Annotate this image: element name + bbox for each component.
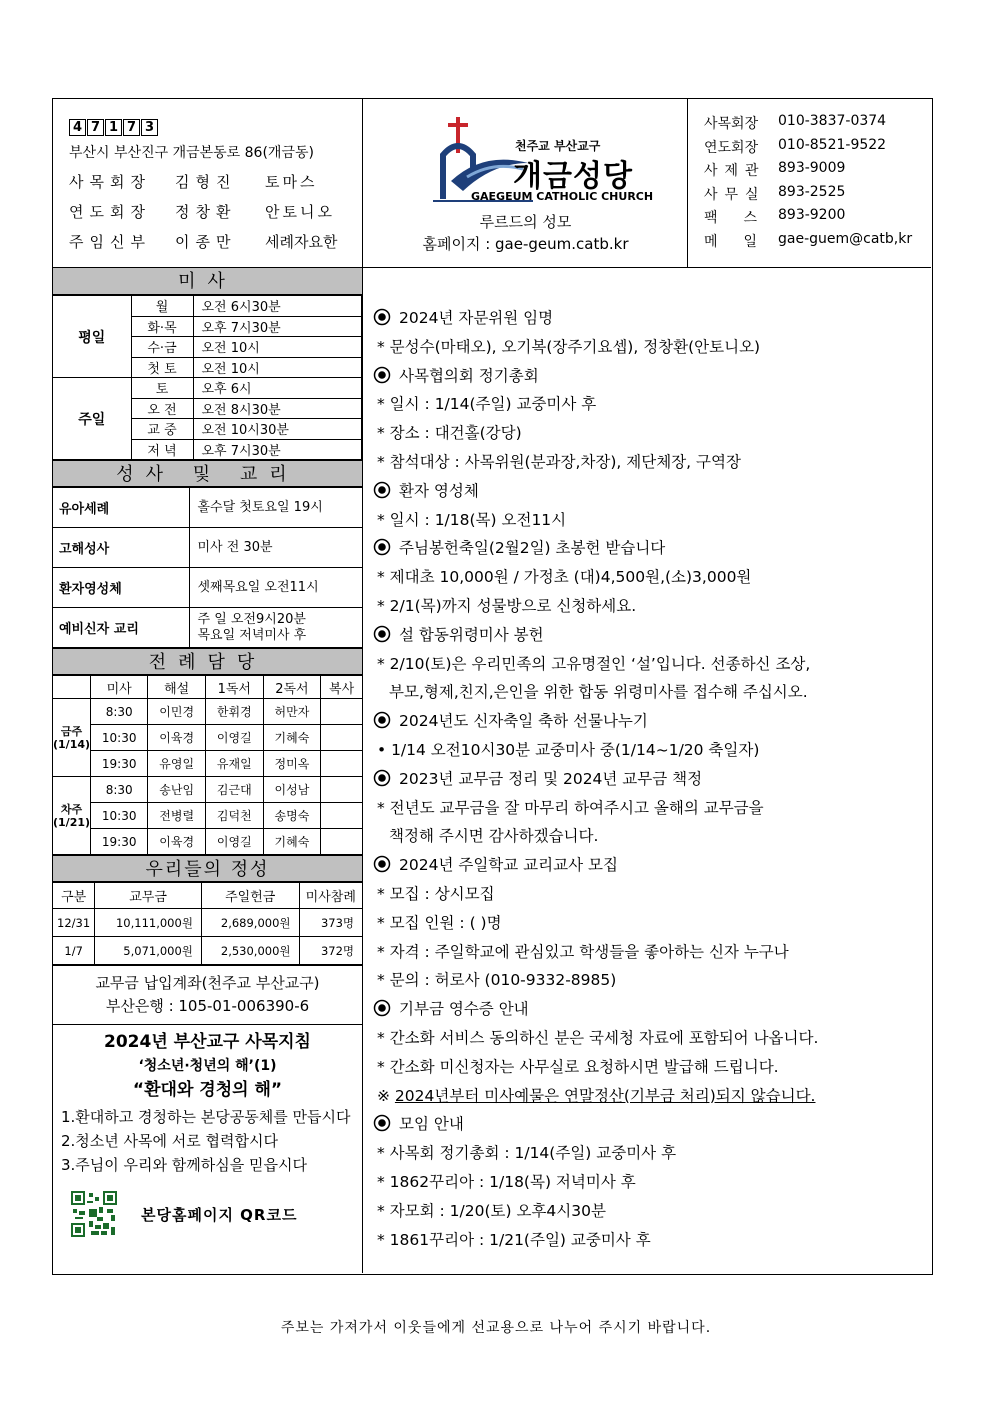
mass-day: 저 녁 xyxy=(131,439,193,460)
address: 부산시 부산진구 개금본동로 86(개금동) xyxy=(69,145,314,161)
announcement-line: * 일시 : 1/14(주일) 교중미사 후 xyxy=(377,395,597,414)
announcement-title xyxy=(373,851,931,880)
announcement-title-text: 사목협의회 정기총회 xyxy=(399,366,539,385)
target-bullet-icon xyxy=(373,769,391,787)
contact-row xyxy=(704,184,931,208)
contact-row xyxy=(704,160,931,184)
mass-cell: 19:30 xyxy=(91,751,148,777)
postal-digit: 7 xyxy=(123,119,140,136)
pastoral-title: 2024년 부산교구 사목지침 xyxy=(104,1032,311,1052)
logo-subtitle: 천주교 부산교구 xyxy=(515,139,601,153)
sacrament-key: 고해성사 xyxy=(53,528,189,568)
contact-key: 사제관 xyxy=(704,163,766,179)
mass-day: 수·금 xyxy=(131,337,193,358)
contact-value: 010-8521-9522 xyxy=(778,136,887,153)
announcement-line: * 장소 : 대건홀(강당) xyxy=(377,424,522,443)
table-row xyxy=(53,568,362,608)
mass-time: 오전 10시 xyxy=(193,357,361,378)
empty-cell xyxy=(361,357,362,378)
announcement-title xyxy=(373,621,931,650)
target-bullet-icon xyxy=(373,1114,391,1132)
pastoral-guidelines xyxy=(53,1025,362,1237)
commentator-cell: 전병렬 xyxy=(148,803,206,829)
announcement-line: 책정해 주시면 감사하겠습니다. xyxy=(389,827,599,846)
announcement-title-text: 2024년 자문위원 임명 xyxy=(399,309,554,327)
reader1-cell: 이영길 xyxy=(205,829,263,855)
announcement-line: * 참석대상 : 사목위원(분과장,차장), 제단체장, 구역장 xyxy=(377,452,741,471)
target-bullet-icon xyxy=(373,366,391,384)
announcement-title-text: 2024년 주일학교 교리교사 모집 xyxy=(399,856,618,875)
offering-date: 1/7 xyxy=(53,937,95,965)
header xyxy=(53,99,931,268)
bank-account xyxy=(53,965,362,1025)
contact-value: gae-guem@catb,kr xyxy=(778,230,913,247)
staff-row xyxy=(69,231,362,252)
announcement-title xyxy=(373,477,931,506)
church-logo-block xyxy=(363,99,688,268)
target-bullet-icon xyxy=(373,625,391,643)
announcement-title-text: 모임 안내 xyxy=(399,1115,464,1134)
mass-time: 오전 8시30분 xyxy=(193,398,361,419)
commentator-cell: 유영일 xyxy=(148,751,206,777)
mass-day: 화·목 xyxy=(131,316,193,337)
column-header: 복사 xyxy=(321,676,362,699)
empty-cell xyxy=(361,439,362,460)
staff-row xyxy=(69,201,362,222)
offering-attendance: 373명 xyxy=(299,909,362,937)
target-bullet-icon xyxy=(373,481,391,499)
table-row xyxy=(53,751,362,777)
staff-name: 정창환 xyxy=(175,203,237,221)
announcement-title-text: 기부금 영수증 안내 xyxy=(399,1000,529,1019)
staff-row xyxy=(69,171,362,192)
qr-label: 본당홈페이지 QR코드 xyxy=(141,1205,298,1224)
empty-cell xyxy=(53,676,91,699)
reader1-cell: 김덕천 xyxy=(205,803,263,829)
logo-english-name: GAEGEUM CATHOLIC CHURCH xyxy=(471,190,654,203)
contact-key: 연도회장 xyxy=(704,139,759,156)
offering-dues: 10,111,000원 xyxy=(95,909,202,937)
announcement-line: * 1861꾸리아 : 1/21(주일) 교중미사 후 xyxy=(377,1230,651,1249)
announcement-line: * 제대초 10,000원 / 가정초 (대)4,500원,(소)3,000원 xyxy=(377,568,752,587)
table-header-row xyxy=(53,676,362,699)
mass-day: 토 xyxy=(131,378,193,399)
mass-cell: 10:30 xyxy=(91,803,148,829)
commentator-cell: 이민경 xyxy=(148,699,206,725)
table-row xyxy=(53,378,362,399)
commentator-cell: 이육경 xyxy=(148,725,206,751)
server-cell xyxy=(321,751,362,777)
announcement-title-text: 설 합동위령미사 봉헌 xyxy=(399,625,544,644)
staff-baptism: 세례자요한 xyxy=(265,233,338,251)
empty-cell xyxy=(361,337,362,358)
logo-church-name: 개금성당 xyxy=(513,159,633,194)
mass-time: 오전 10시 xyxy=(193,337,361,358)
sacrament-value xyxy=(189,608,362,648)
sacrament-key: 예비신자 교리 xyxy=(53,608,189,648)
mass-schedule-table xyxy=(53,295,362,460)
announcement-line: • 1/14 오전10시30분 교중미사 중(1/14~1/20 축일자) xyxy=(377,740,760,759)
church-motto: 루르드의 성모 xyxy=(479,213,572,231)
announcement-title xyxy=(373,707,931,736)
reader2-cell: 이성남 xyxy=(263,777,321,803)
announcement-line: * 1862꾸리아 : 1/18(목) 저녁미사 후 xyxy=(377,1172,636,1191)
announcement-title xyxy=(373,304,931,333)
postal-digit: 3 xyxy=(141,119,158,136)
contact-value: 893-9009 xyxy=(778,160,846,176)
account-title: 교무금 납입계좌(천주교 부산교구) xyxy=(95,974,320,992)
server-cell xyxy=(321,829,362,855)
note-mark: ※ xyxy=(377,1086,395,1105)
contact-row xyxy=(704,207,931,231)
week-label: 차주(1/21) xyxy=(53,777,91,855)
contact-list xyxy=(688,99,931,268)
homepage-link[interactable]: 홈페이지 : gae-geum.catb.kr xyxy=(422,235,629,253)
reader1-cell: 유재일 xyxy=(205,751,263,777)
column-header: 구분 xyxy=(53,883,95,909)
announcement-title-text: 2023년 교무금 정리 및 2024년 교무금 책정 xyxy=(399,769,703,788)
left-column xyxy=(53,268,363,1273)
postal-digit: 7 xyxy=(87,119,104,136)
contact-value: 010-3837-0374 xyxy=(778,113,887,129)
announcement-line: * 모집 인원 : ( )명 xyxy=(377,913,502,932)
server-cell xyxy=(321,725,362,751)
contact-key: 팩스 xyxy=(704,210,784,226)
announcements xyxy=(363,268,931,1273)
table-header-row xyxy=(53,883,362,909)
target-bullet-icon xyxy=(373,999,391,1017)
sunday-label: 주일 xyxy=(53,378,131,460)
staff-role: 주임신부 xyxy=(69,233,151,251)
column-header: 1독서 xyxy=(205,676,263,699)
target-bullet-icon xyxy=(373,855,391,873)
reader2-cell: 기혜숙 xyxy=(263,725,321,751)
pastoral-list xyxy=(53,1105,362,1177)
qr-row xyxy=(53,1177,362,1237)
staff-baptism: 토마스 xyxy=(265,173,318,191)
table-row xyxy=(53,803,362,829)
mass-day: 첫 토 xyxy=(131,357,193,378)
postal-digit: 4 xyxy=(69,119,86,136)
announcement-title xyxy=(373,995,931,1024)
server-cell xyxy=(321,777,362,803)
mass-time: 오후 6시 xyxy=(193,378,361,399)
list-item: 2.청소년 사목에 서로 협력합시다 xyxy=(61,1132,278,1150)
announcement-note xyxy=(373,1082,931,1111)
footer-note: 주보는 가져가서 이웃들에게 선교용으로 나누어 주시기 바랍니다. xyxy=(280,1320,712,1336)
table-row xyxy=(53,528,362,568)
sacrament-key: 환자영성체 xyxy=(53,568,189,608)
mass-time: 오후 7시30분 xyxy=(193,439,361,460)
announcement-title xyxy=(373,534,931,563)
postal-digit: 1 xyxy=(105,119,122,136)
announcement-line: * 자모회 : 1/20(토) 오후4시30분 xyxy=(377,1201,606,1220)
liturgy-title: 전례담당 xyxy=(53,648,362,675)
note-text: 2024년부터 미사예물은 연말정산(기부금 처리)되지 않습니다. xyxy=(394,1086,816,1105)
server-cell xyxy=(321,803,362,829)
qr-code-icon[interactable] xyxy=(71,1191,117,1237)
parish-info xyxy=(53,99,363,268)
staff-role: 연도회장 xyxy=(69,203,151,221)
staff-role: 사목회장 xyxy=(69,173,151,191)
contact-value: 893-2525 xyxy=(778,183,846,200)
column-header: 교무금 xyxy=(95,883,202,909)
list-item: 1.환대하고 경청하는 본당공동체를 만듭시다 xyxy=(61,1108,351,1126)
commentator-cell: 이육경 xyxy=(148,829,206,855)
announcement-title xyxy=(373,1110,931,1139)
reader2-cell: 송명숙 xyxy=(263,803,321,829)
table-row xyxy=(53,777,362,803)
offering-date: 12/31 xyxy=(53,909,95,937)
announcement-title-text: 2024년도 신자축일 축하 선물나누기 xyxy=(399,712,648,731)
announcement-line: * 2/1(목)까지 성물방으로 신청하세요. xyxy=(377,596,637,615)
sacrament-value: 미사 전 30분 xyxy=(189,528,362,568)
empty-cell xyxy=(361,296,362,317)
empty-cell xyxy=(361,419,362,440)
offering-sunday: 2,689,000원 xyxy=(201,909,299,937)
contact-key: 사무실 xyxy=(704,186,766,203)
announcement-line: * 2/10(토)은 우리민족의 고유명절인 ‘설’입니다. 선종하신 조상, xyxy=(377,654,811,673)
contact-value: 893-9200 xyxy=(778,207,846,223)
sacraments-table xyxy=(53,487,362,648)
offering-attendance: 372명 xyxy=(299,937,362,965)
sacraments-title: 성사 및 교리 xyxy=(53,460,362,487)
catechism-line: 목요일 저녁미사 후 xyxy=(197,627,307,643)
mass-time: 오전 10시30분 xyxy=(193,419,361,440)
liturgy-table xyxy=(53,675,362,855)
announcement-line: * 문성수(마태오), 오기복(장주기요셉), 정창환(안토니오) xyxy=(377,337,761,356)
staff-name: 이종만 xyxy=(175,233,237,251)
mass-cell: 8:30 xyxy=(91,699,148,725)
account-number: 부산은행 : 105-01-006390-6 xyxy=(105,997,310,1015)
target-bullet-icon xyxy=(373,308,391,326)
mass-cell: 10:30 xyxy=(91,725,148,751)
column-header: 미사 xyxy=(91,676,148,699)
announcement-title-text: 환자 영성체 xyxy=(399,481,479,500)
column-header: 미사참례 xyxy=(299,883,362,909)
contact-key: 메일 xyxy=(704,233,784,250)
sacrament-key: 유아세례 xyxy=(53,488,189,528)
table-row xyxy=(53,829,362,855)
table-row xyxy=(53,699,362,725)
mass-time: 오후 7시30분 xyxy=(193,316,361,337)
column-header: 2독서 xyxy=(263,676,321,699)
table-row xyxy=(53,296,362,317)
empty-cell xyxy=(361,378,362,399)
contact-row xyxy=(704,137,931,161)
announcement-line: * 일시 : 1/18(목) 오전11시 xyxy=(377,510,567,529)
bulletin-sheet xyxy=(52,98,933,1275)
table-row xyxy=(53,725,362,751)
table-row xyxy=(53,909,362,937)
mass-schedule-title: 미사 xyxy=(53,268,362,295)
mass-day: 교 중 xyxy=(131,419,193,440)
postal-code xyxy=(69,119,362,136)
pastoral-subtitle: ‘청소년·청년의 해’(1) xyxy=(138,1058,277,1074)
announcement-title xyxy=(373,765,931,794)
announcement-line: * 간소화 서비스 동의하신 분은 국세청 자료에 포함되어 나옵니다. xyxy=(377,1028,819,1047)
column-header: 주일헌금 xyxy=(201,883,299,909)
mass-day: 월 xyxy=(131,296,193,317)
reader2-cell: 기혜숙 xyxy=(263,829,321,855)
mass-cell: 8:30 xyxy=(91,777,148,803)
pastoral-theme: “환대와 경청의 해” xyxy=(132,1080,283,1100)
staff-name: 김형진 xyxy=(175,173,237,191)
announcement-line: * 전년도 교무금을 잘 마무리 하여주시고 올해의 교무금을 xyxy=(377,798,764,817)
announcement-line: * 간소화 미신청자는 사무실로 요청하시면 발급해 드립니다. xyxy=(377,1057,779,1076)
weekday-label: 평일 xyxy=(53,296,131,378)
contact-row xyxy=(704,113,931,137)
offering-sunday: 2,530,000원 xyxy=(201,937,299,965)
empty-cell xyxy=(361,316,362,337)
table-row xyxy=(53,608,362,648)
reader1-cell: 이영길 xyxy=(205,725,263,751)
announcement-line: * 자격 : 주일학교에 관심있고 학생들을 좋아하는 신자 누구나 xyxy=(377,942,789,961)
reader1-cell: 한휘경 xyxy=(205,699,263,725)
staff-baptism: 안토니오 xyxy=(265,203,335,221)
column-header: 해설 xyxy=(148,676,206,699)
announcement-line: * 모집 : 상시모집 xyxy=(377,884,495,903)
reader1-cell: 김근대 xyxy=(205,777,263,803)
offering-dues: 5,071,000원 xyxy=(95,937,202,965)
target-bullet-icon xyxy=(373,711,391,729)
catechism-line: 주 일 오전9시20분 xyxy=(197,611,306,627)
commentator-cell: 송난임 xyxy=(148,777,206,803)
server-cell xyxy=(321,699,362,725)
list-item: 3.주님이 우리와 함께하심을 믿읍시다 xyxy=(61,1156,307,1174)
reader2-cell: 정미옥 xyxy=(263,751,321,777)
reader2-cell: 허만자 xyxy=(263,699,321,725)
table-row xyxy=(53,937,362,965)
mass-day: 오 전 xyxy=(131,398,193,419)
empty-cell xyxy=(361,398,362,419)
offerings-title: 우리들의 정성 xyxy=(53,855,362,882)
announcement-line: 부모,형제,친지,은인을 위한 합동 위령미사를 접수해 주십시오. xyxy=(389,683,808,702)
table-row xyxy=(53,488,362,528)
contact-key: 사목회장 xyxy=(704,116,759,132)
sacrament-value: 셋째목요일 오전11시 xyxy=(189,568,362,608)
mass-time: 오전 6시30분 xyxy=(193,296,361,317)
target-bullet-icon xyxy=(373,538,391,556)
announcement-line: * 문의 : 허로사 (010-9332-8985) xyxy=(377,971,617,990)
mass-cell: 19:30 xyxy=(91,829,148,855)
sacrament-value: 홀수달 첫토요일 19시 xyxy=(189,488,362,528)
week-label: 금주(1/14) xyxy=(53,699,91,777)
announcement-title xyxy=(373,362,931,391)
announcement-title-text: 주님봉헌축일(2월2일) 초봉헌 받습니다 xyxy=(399,539,666,558)
contact-row xyxy=(704,231,931,255)
announcement-line: * 사목회 정기총회 : 1/14(주일) 교중미사 후 xyxy=(377,1144,677,1163)
offerings-table xyxy=(53,882,362,965)
